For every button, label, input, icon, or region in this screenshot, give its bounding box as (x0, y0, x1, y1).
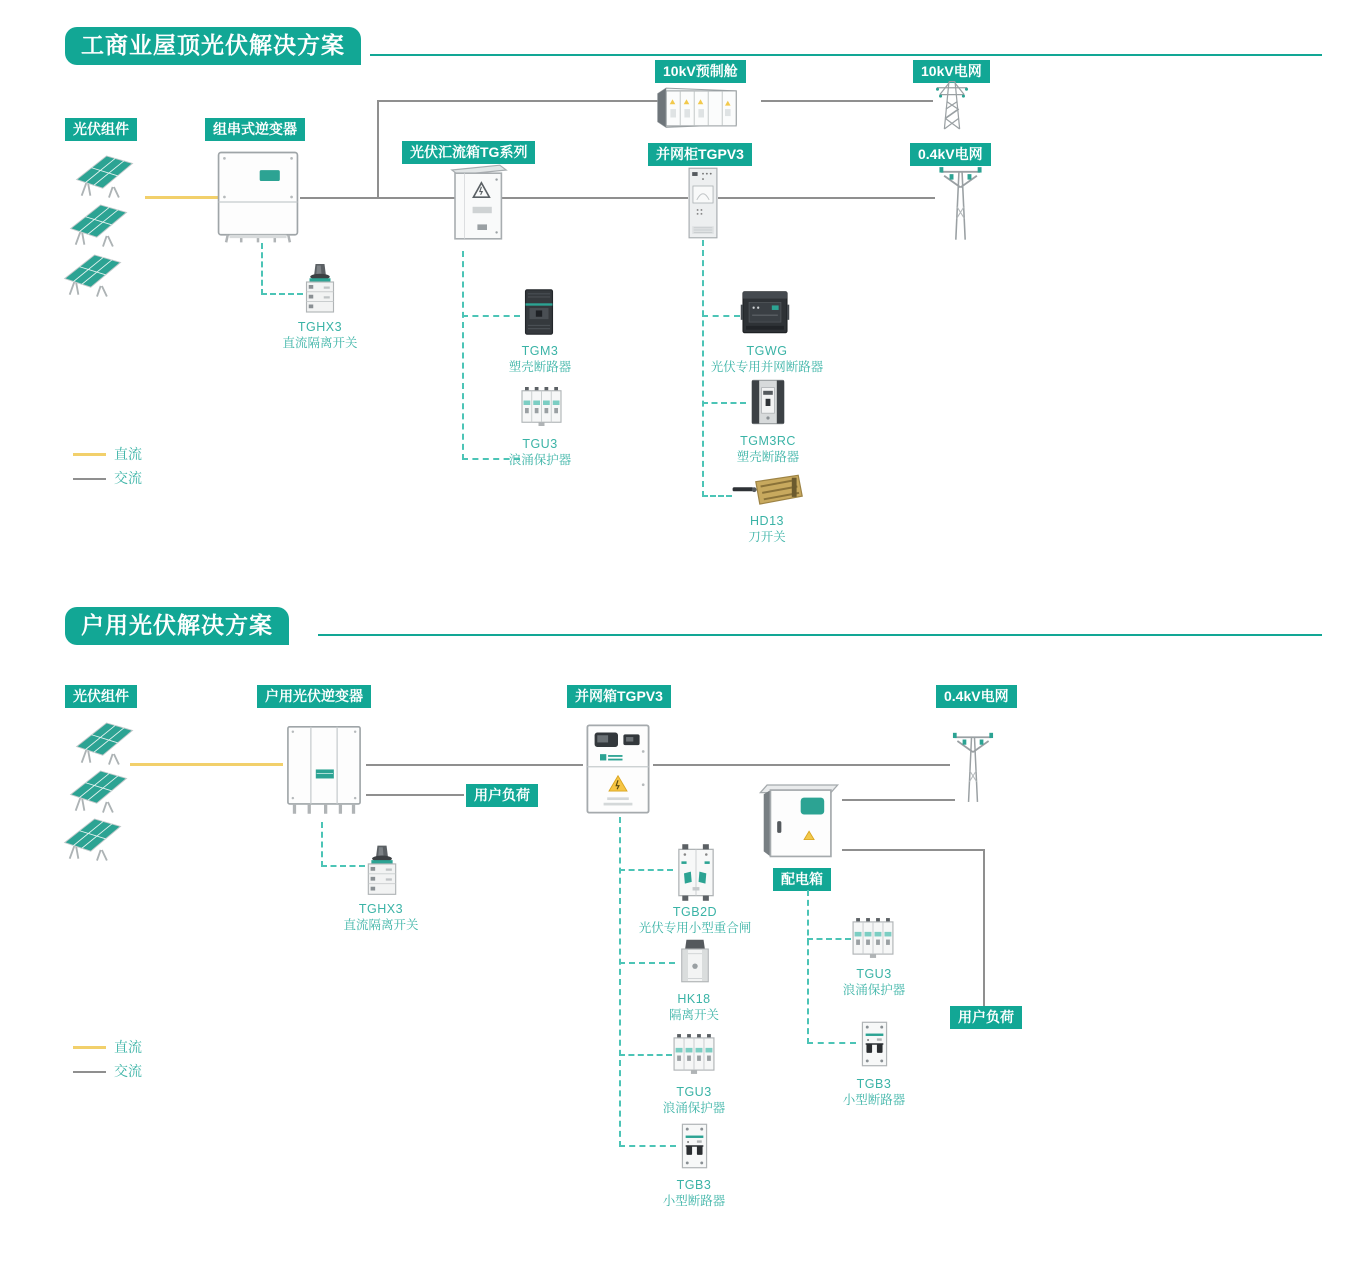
hd13-knife-switch-icon (731, 472, 803, 509)
tgb3-mcb-icon (856, 1018, 893, 1070)
component-name: TGM3RC (740, 434, 796, 448)
wire-ac-gridbox-pole (653, 764, 950, 766)
wire-ac-inv2-load (366, 794, 464, 796)
solar-panel-icon (67, 767, 129, 814)
dash-to-tgb3-1 (619, 1145, 676, 1147)
component-name: TGU3 (676, 1085, 712, 1099)
distribution-box-icon (757, 778, 841, 866)
section2-title-rule (318, 634, 1322, 636)
tgu3-spd-icon (671, 1032, 717, 1076)
prefab-cabin-icon (655, 80, 739, 134)
section2-title: 户用光伏解决方案 (65, 607, 289, 645)
label-tghx3-1 (235, 320, 405, 351)
component-name: TGB3 (856, 1077, 892, 1091)
wire-ac-cabinet-pole (718, 197, 935, 199)
dash-to-tghx3-1 (261, 293, 303, 295)
label-tgb2d (610, 905, 780, 936)
power-pole-icon (933, 164, 988, 242)
legend-ac-swatch (73, 478, 106, 480)
dash-to-tgb3-2 (807, 1042, 856, 1044)
wire-dc-1 (145, 196, 218, 199)
component-name: TGWG (746, 344, 788, 358)
tgu3-spd-icon (850, 914, 896, 962)
label-tgb3-1 (609, 1178, 779, 1209)
transmission-tower-icon (929, 74, 975, 132)
dash-to-hk18 (619, 962, 675, 964)
hk18-switch-icon (674, 935, 716, 988)
component-desc: 光伏专用小型重合闸 (638, 920, 752, 935)
badge-prefab-cabin: 10kV预制舱 (655, 60, 746, 83)
legend-dc-swatch (73, 453, 106, 456)
component-name: TGB3 (676, 1178, 712, 1192)
dash-to-tgwg (702, 315, 740, 317)
component-desc: 浪涌保护器 (508, 452, 572, 467)
tgm3rc-breaker-icon (746, 378, 790, 426)
legend-ac-swatch (73, 1071, 106, 1073)
wire-ac-inv2-gridbox (366, 764, 583, 766)
component-name: TGU3 (522, 437, 558, 451)
label-tgwg (682, 344, 852, 375)
label-tgu3-1 (455, 437, 625, 468)
label-tgm3 (455, 344, 625, 375)
component-name: HD13 (750, 514, 784, 528)
wire-ac-distbox-load-h (842, 849, 985, 851)
component-desc: 刀开关 (748, 529, 786, 544)
wire-ac-distbox-pole (842, 799, 955, 801)
string-inverter-icon (216, 150, 300, 244)
component-name: TGB2D (672, 905, 718, 919)
legend-ac-label: 交流 (114, 1063, 142, 1079)
dash-to-tgu3-3 (807, 938, 851, 940)
solar-panel-icon (67, 201, 129, 248)
badge-pv-modules-2: 光伏组件 (65, 685, 137, 708)
component-desc: 隔离开关 (668, 1007, 719, 1022)
label-tgm3rc (683, 434, 853, 465)
dash-to-tgm3 (462, 315, 520, 317)
dash-to-tgb2d (619, 869, 673, 871)
label-hk18 (609, 992, 779, 1023)
dash-inverter1-down (261, 243, 263, 295)
label-tgb3-2 (789, 1077, 959, 1108)
dash-inverter2-down (321, 822, 323, 867)
wire-ac-cabin-tower (761, 100, 933, 102)
tgb2d-recloser-icon (672, 842, 720, 903)
wire-ac-to-cabin (377, 100, 658, 102)
wire-ac-riser (377, 100, 379, 199)
dash-to-tgm3rc (702, 402, 746, 404)
grid-cabinet-icon (686, 165, 720, 241)
solar-panel-icon (61, 251, 123, 298)
tghx3-switch-icon (301, 261, 339, 315)
label-tgu3-3 (789, 967, 959, 998)
component-desc: 塑壳断路器 (508, 359, 572, 374)
badge-combiner-box: 光伏汇流箱TG系列 (402, 141, 535, 164)
component-desc: 光伏专用并网断路器 (710, 359, 824, 374)
component-desc: 小型断路器 (662, 1193, 726, 1208)
dash-to-hd13 (702, 495, 732, 497)
tgu3-spd-icon (519, 385, 564, 428)
dash-to-tghx3-2 (321, 865, 365, 867)
grid-box-icon (582, 721, 654, 817)
component-name: TGU3 (856, 967, 892, 981)
legend-ac-label: 交流 (114, 470, 142, 486)
component-name: TGHX3 (297, 320, 343, 334)
combiner-box-icon (447, 162, 511, 246)
badge-pv-modules-1: 光伏组件 (65, 118, 137, 141)
badge-grid-10kv: 10kV电网 (913, 60, 990, 83)
badge-user-load-right: 用户负荷 (950, 1006, 1022, 1029)
solar-panel-icon (73, 152, 135, 199)
label-tgu3-2 (609, 1085, 779, 1116)
label-tghx3-2 (296, 902, 466, 933)
component-name: HK18 (677, 992, 711, 1006)
badge-grid-cabinet: 并网柜TGPV3 (648, 143, 752, 166)
tgb3-mcb-icon (676, 1120, 713, 1172)
legend-dc-label: 直流 (114, 446, 142, 462)
tgwg-breaker-icon (740, 289, 790, 337)
component-desc: 直流隔离开关 (282, 335, 358, 350)
wire-ac-distbox-load-v (983, 849, 985, 1006)
component-desc: 直流隔离开关 (343, 917, 419, 932)
section1-title-rule (370, 54, 1322, 56)
badge-grid-box: 并网箱TGPV3 (567, 685, 671, 708)
badge-user-load-left: 用户负荷 (466, 784, 538, 807)
section1-title: 工商业屋顶光伏解决方案 (65, 27, 361, 65)
badge-grid-04kv-1: 0.4kV电网 (910, 143, 991, 166)
component-desc: 浪涌保护器 (842, 982, 906, 997)
legend-dc-label: 直流 (114, 1039, 142, 1055)
residential-inverter-icon (283, 723, 365, 820)
component-name: TGM3 (521, 344, 559, 358)
wire-dc-2 (130, 763, 283, 766)
badge-dist-box: 配电箱 (773, 868, 831, 891)
component-desc: 塑壳断路器 (736, 449, 800, 464)
badge-res-inverter: 户用光伏逆变器 (257, 685, 371, 708)
tgm3-breaker-icon (520, 287, 558, 337)
badge-grid-04kv-2: 0.4kV电网 (936, 685, 1017, 708)
component-name: TGHX3 (358, 902, 404, 916)
component-desc: 浪涌保护器 (662, 1100, 726, 1115)
dash-to-tgu3-2 (619, 1054, 672, 1056)
badge-string-inverter: 组串式逆变器 (205, 118, 305, 141)
solar-panel-icon (73, 719, 135, 766)
component-desc: 小型断路器 (842, 1092, 906, 1107)
tghx3-switch-icon (363, 842, 401, 898)
legend-dc-swatch (73, 1046, 106, 1049)
power-pole-icon (947, 721, 999, 813)
label-hd13 (682, 514, 852, 545)
solar-panel-icon (61, 815, 123, 862)
